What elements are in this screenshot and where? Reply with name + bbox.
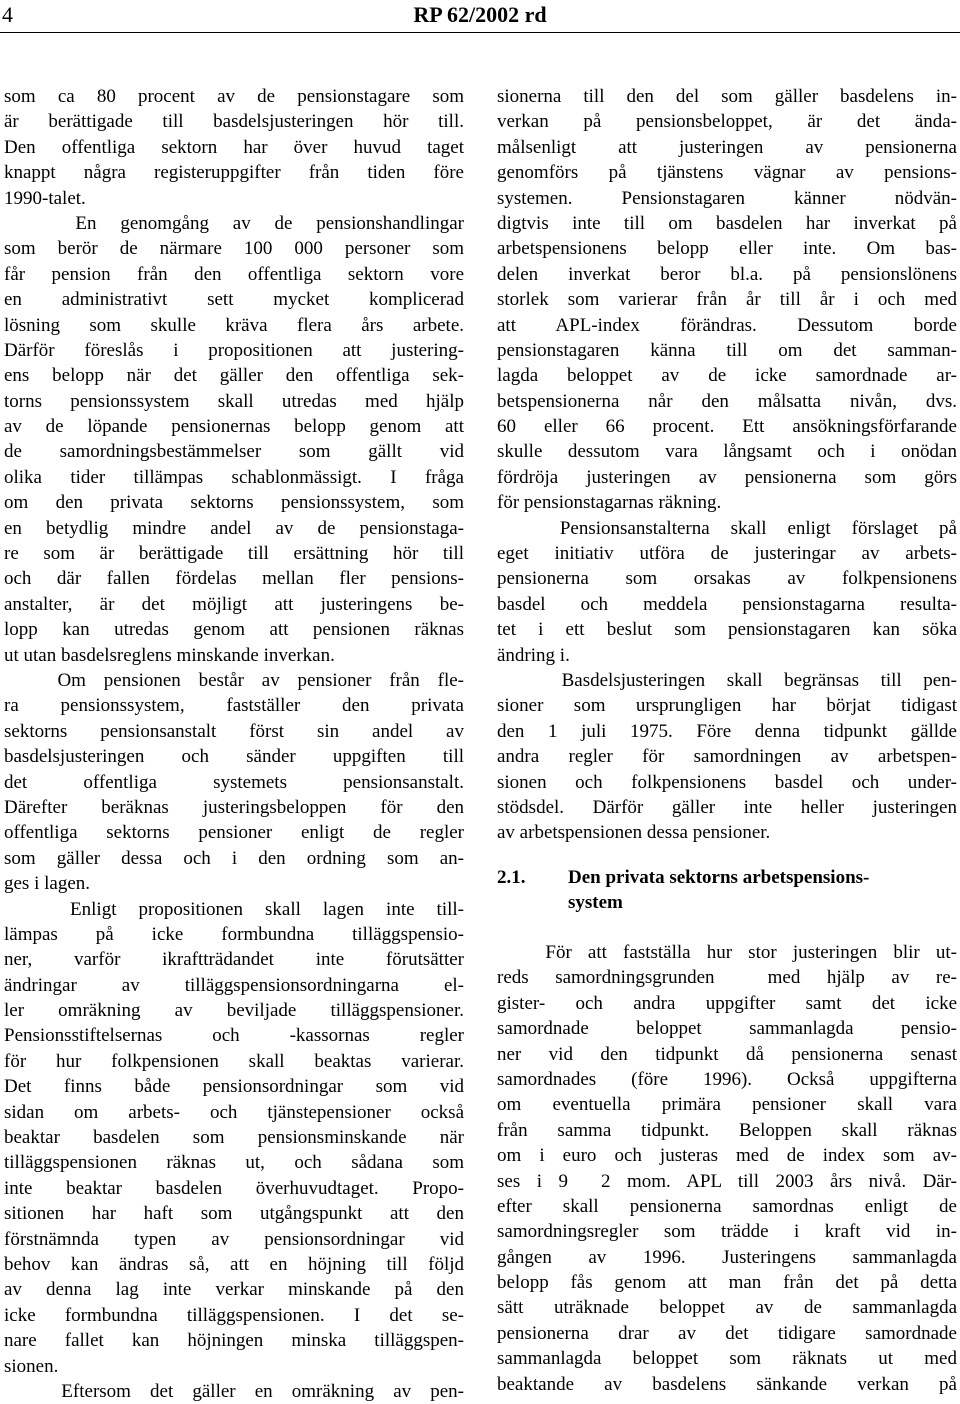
text-line: olika tider tillämpas schablonmässigt. I fråga bbox=[4, 466, 464, 488]
text-line: beaktande av basdelens sänkande verkan på bbox=[497, 1373, 957, 1395]
text-line: för pensionstagarnas räkning. bbox=[497, 492, 722, 514]
text-line: sektorns pensionsanstalt först sin andel av bbox=[4, 720, 464, 742]
text-line: för hur folkpensionen skall beaktas varierar. bbox=[4, 1050, 464, 1072]
text-line: samordningsregler som trädde i kraft vid in- bbox=[497, 1221, 957, 1243]
text-line: andra regler för samordningen av arbetspen- bbox=[497, 746, 957, 768]
text-line: offentliga sektorns pensioner enligt de regler bbox=[4, 822, 464, 844]
text-line: tet i ett beslut som pensionstagaren kan söka bbox=[497, 619, 957, 641]
text-line: Den offentliga sektorn har över huvud taget bbox=[4, 136, 464, 158]
text-line: att APL-index förändras. Dessutom borde bbox=[497, 314, 957, 336]
text-line: basdelsjusteringen och sänder uppgiften till bbox=[4, 746, 464, 768]
text-line: Det finns både pensionsordningar som vid bbox=[4, 1076, 464, 1098]
text-line: anstalter, är det möjligt att justeringens be- bbox=[4, 593, 464, 615]
text-line: sionen. bbox=[4, 1355, 59, 1377]
text-line: om den privata sektorns pensionssystem, som bbox=[4, 492, 464, 514]
text-line: fördröja justeringen av pensionerna som görs bbox=[497, 466, 957, 488]
text-line: stödsdel. Därför gäller inte heller justeringen bbox=[497, 796, 957, 818]
text-line: en betydlig mindre andel av de pensionstaga- bbox=[4, 517, 464, 539]
text-line: en administrativt sett mycket komplicerad bbox=[4, 289, 464, 311]
text-line: som gäller dessa och i den ordning som an- bbox=[4, 847, 464, 869]
text-line: lämpas på icke formbundna tilläggspensio- bbox=[4, 923, 464, 945]
text-line: ses i 9 2 mom. APL till 2003 års nivå. Där- bbox=[497, 1170, 957, 1192]
text-line: sammanlagda beloppet som räknats ut med bbox=[497, 1348, 957, 1370]
text-line: knappt några registeruppgifter från tiden före bbox=[4, 162, 464, 184]
text-line: och där fallen fördelas mellan fler pensions- bbox=[4, 568, 464, 590]
text-line: ges i lagen. bbox=[4, 873, 91, 895]
text-line: om eventuella primära pensioner skall vara bbox=[497, 1094, 957, 1116]
text-line: som ca 80 procent av de pensionstagare som bbox=[4, 86, 464, 107]
text-line: Pensionsanstalterna skall enligt förslaget på bbox=[497, 517, 957, 539]
text-line: ändring i. bbox=[497, 644, 570, 666]
text-line: ner, varför ikraftträdandet inte förutsätter bbox=[4, 949, 464, 971]
text-line: arbetspensionens belopp eller inte. Om bas- bbox=[497, 238, 957, 260]
text-line: icke formbundna tilläggspensionen. I det se- bbox=[4, 1304, 464, 1326]
text-line: tilläggspensionen räknas ut, och sådana som bbox=[4, 1152, 464, 1174]
text-line: sioner som ursprungligen har börjat tidigast bbox=[497, 695, 957, 717]
text-line: sidan om arbets- och tjänstepensioner också bbox=[4, 1101, 464, 1123]
text-line: pensionerna som orsakas av folkpensionens bbox=[497, 568, 957, 590]
text-line: basdel och meddela pensionstagarna resulta- bbox=[497, 593, 957, 615]
section-number: 2.1. bbox=[497, 867, 526, 888]
text-line: av arbetspensionen dessa pensioner. bbox=[497, 822, 771, 844]
text-line: samordnade beloppet sammanlagda pensio- bbox=[497, 1018, 957, 1040]
section-title bbox=[568, 865, 957, 916]
text-line: ner vid den tidpunkt då pensionerna senast bbox=[497, 1043, 957, 1065]
text-line: torns pensionssystem skall utredas med hjälp bbox=[4, 390, 464, 412]
text-line: 60 eller 66 procent. Ett ansökningsförfarande bbox=[497, 416, 957, 438]
text-line: belopp fås genom att man från det på detta bbox=[497, 1272, 957, 1294]
text-line: gister- och andra uppgifter samt det icke bbox=[497, 992, 957, 1014]
section-title-line: system bbox=[568, 892, 623, 914]
text-line: Pensionsstiftelsernas och -kassornas regler bbox=[4, 1025, 464, 1047]
text-line: från samma tidpunkt. Beloppen skall räknas bbox=[497, 1119, 957, 1141]
text-line: storlek som varierar från år till år i och med bbox=[497, 289, 957, 311]
text-line: samordnades (före 1996). Också uppgifterna bbox=[497, 1068, 957, 1090]
text-line: skulle dessutom vara långsamt och i onödan bbox=[497, 441, 957, 463]
text-line: får pension från den offentliga sektorn vore bbox=[4, 263, 464, 285]
text-line: sitionen har haft som utgångspunkt att den bbox=[4, 1203, 464, 1225]
text-line: genomförs på tjänstens vägnar av pensions- bbox=[497, 162, 957, 184]
text-line: 1990-talet. bbox=[4, 187, 86, 209]
text-line: sätt uträknade beloppet av de sammanlagda bbox=[497, 1297, 957, 1319]
text-line: delen inverkat beror bl.a. på pensionslönens bbox=[497, 263, 957, 285]
left-column bbox=[4, 84, 464, 1404]
text-line: verkan på pensionsbeloppet, är det ända- bbox=[497, 111, 957, 133]
text-line: Därefter beräknas justeringsbeloppen för den bbox=[4, 796, 464, 818]
text-line: målsenligt att justeringen av pensionerna bbox=[497, 136, 957, 158]
right-column bbox=[497, 84, 957, 846]
text-line: digtvis inte till om basdelen har inverkat på bbox=[497, 212, 957, 234]
text-line: re som är berättigade till ersättning hör till bbox=[4, 543, 464, 565]
text-line: sionen och folkpensionens basdel och under- bbox=[497, 771, 957, 793]
text-line: systemen. Pensionstagaren känner nödvän- bbox=[497, 187, 957, 209]
text-line: av denna lag inte verkar minskande på den bbox=[4, 1279, 464, 1301]
text-line: lagda beloppet av de icke samordnade ar- bbox=[497, 365, 957, 387]
text-line: Därför föreslås i propositionen att justering- bbox=[4, 339, 464, 361]
text-line: pensionerna drar av det tidigare samordnade bbox=[497, 1322, 957, 1344]
page-header bbox=[0, 0, 960, 30]
text-line: lösning som skulle kräva flera års arbete. bbox=[4, 314, 464, 336]
text-line: ra pensionssystem, fastställer den privata bbox=[4, 695, 464, 717]
text-line: om i euro och justeras med de index som av- bbox=[497, 1145, 957, 1167]
text-line: ut utan basdelsreglens minskande inverkan. bbox=[4, 644, 335, 666]
text-line: den 1 juli 1975. Före denna tidpunkt gällde bbox=[497, 720, 957, 742]
text-line: det offentliga systemets pensionsanstalt. bbox=[4, 771, 464, 793]
text-line: För att fastställa hur stor justeringen blir ut- bbox=[497, 942, 957, 963]
text-line: pensionstagaren känna till om det samman- bbox=[497, 339, 957, 361]
text-line: ändringar av tilläggspensionsordningarna el- bbox=[4, 974, 464, 996]
text-line: nare fallet kan höjningen minska tilläggspen- bbox=[4, 1330, 464, 1352]
text-line: ens belopp när det gäller den offentliga sek- bbox=[4, 365, 464, 387]
section-title-line: Den privata sektorns arbetspensions- bbox=[568, 867, 870, 888]
text-line: förstnämnda typen av pensionsordningar vid bbox=[4, 1228, 464, 1250]
right-column-continued bbox=[497, 940, 957, 1397]
text-line: beaktar basdelen som pensionsminskande när bbox=[4, 1127, 464, 1149]
text-line: Basdelsjusteringen skall begränsas till pen- bbox=[497, 669, 957, 691]
text-line: Om pensionen består av pensioner från fle- bbox=[4, 669, 464, 691]
text-line: sionerna till den del som gäller basdelens in- bbox=[497, 86, 957, 107]
text-line: eget initiativ utföra de justeringar av arbets- bbox=[497, 543, 957, 565]
text-line: gången av 1996. Justeringens sammanlagda bbox=[497, 1246, 957, 1268]
text-line: behov kan ändras så, att en höjning till följd bbox=[4, 1253, 464, 1275]
text-line: lopp kan utredas genom att pensionen räknas bbox=[4, 619, 464, 641]
text-line: En genomgång av de pensionshandlingar bbox=[4, 212, 464, 234]
text-line: inte beaktar basdelen överhuvudtaget. Propo- bbox=[4, 1177, 464, 1199]
text-line: ler omräkning av beviljade tilläggspensioner. bbox=[4, 1000, 464, 1022]
text-line: betspensionerna når den målsatta nivån, dvs. bbox=[497, 390, 957, 412]
text-line: Enligt propositionen skall lagen inte till- bbox=[4, 898, 464, 920]
page-number: 4 bbox=[2, 2, 13, 27]
header-rule bbox=[0, 32, 960, 33]
text-line: är berättigade till basdelsjusteringen hör till. bbox=[4, 111, 464, 133]
text-line: som berör de närmare 100 000 personer som bbox=[4, 238, 464, 260]
document-id: RP 62/2002 rd bbox=[413, 2, 547, 27]
text-line: efter skall pensionerna samordnas enligt de bbox=[497, 1195, 957, 1217]
text-line: reds samordningsgrunden med hjälp av re- bbox=[497, 967, 957, 989]
text-line: Eftersom det gäller en omräkning av pen- bbox=[4, 1380, 464, 1402]
text-line: av de löpande pensionernas belopp genom att bbox=[4, 416, 464, 438]
text-line: de samordningsbestämmelser som gällt vid bbox=[4, 441, 464, 463]
